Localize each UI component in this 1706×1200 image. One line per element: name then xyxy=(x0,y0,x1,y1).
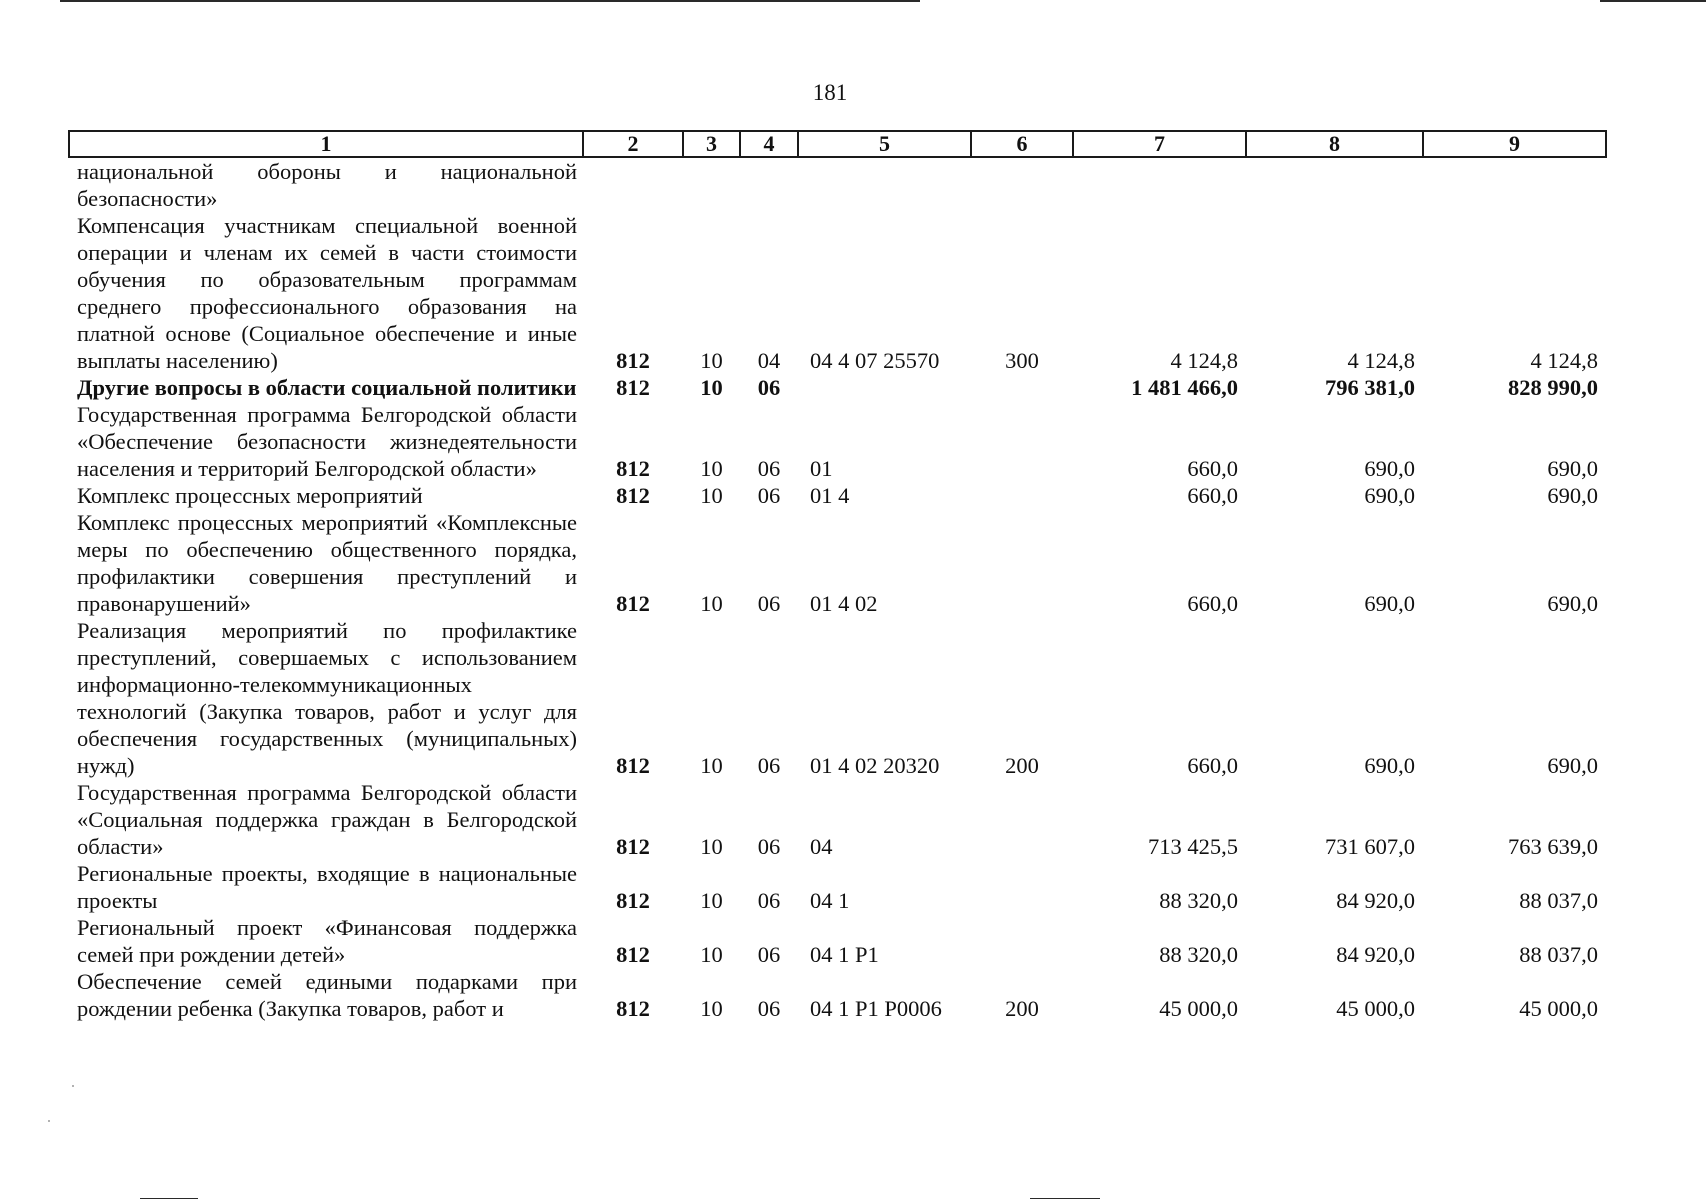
cell-col-2: 812 xyxy=(616,888,650,913)
cell-col-5 xyxy=(798,374,971,401)
cell-col-9 xyxy=(1423,157,1606,212)
cell-col-3 xyxy=(683,157,740,212)
cell-col-9: 88 037,0 xyxy=(1519,888,1598,913)
cell-col-3: 10 xyxy=(700,591,723,616)
page-number: 181 xyxy=(812,80,848,105)
cell-col-6: 200 xyxy=(1005,753,1039,778)
cell-col-8: 731 607,0 xyxy=(1325,834,1415,859)
header-col-3: 3 xyxy=(683,131,740,157)
row-description: Реализация мероприятий по профилактике преступлений, совершаемых с использованием информационно-телекоммуникационных технологий (Закупка товаров, работ и услуг для обеспечения государственных (муниципальных) нужд) xyxy=(77,618,577,778)
cell-col-8: 690,0 xyxy=(1364,456,1415,481)
cell-col-5: 01 xyxy=(810,456,833,481)
cell-col-4: 06 xyxy=(757,753,781,778)
cell-col-4: 06 xyxy=(757,483,781,508)
cell-col-4 xyxy=(740,157,798,212)
cell-col-6 xyxy=(971,401,1073,482)
row-description: Компенсация участникам специальной военной операции и членам их семей в части стоимости обучения по образовательным программам среднего профессионального образования на платной основе (Социальное обеспечение и иные выплаты населению) xyxy=(77,213,577,373)
cell-col-7: 660,0 xyxy=(1187,591,1238,616)
cell-col-5: 04 1 Р1 Р0006 xyxy=(810,996,942,1021)
cell-col-8: 45 000,0 xyxy=(1336,996,1415,1021)
cell-col-2: 812 xyxy=(616,348,650,373)
cell-col-3: 10 xyxy=(700,483,723,508)
cell-col-3: 10 xyxy=(700,888,723,913)
table-row xyxy=(69,374,1606,401)
cell-col-4: 06 xyxy=(757,375,781,400)
cell-col-3: 10 xyxy=(700,753,723,778)
cell-col-6 xyxy=(971,482,1073,509)
cell-col-8: 84 920,0 xyxy=(1336,942,1415,967)
cell-col-2: 812 xyxy=(616,456,650,481)
cell-col-7: 88 320,0 xyxy=(1159,888,1238,913)
row-description: Комплекс процессных мероприятий «Комплексные меры по обеспечению общественного порядка, профилактики совершения преступлений и правонарушений» xyxy=(77,510,577,616)
cell-col-3: 10 xyxy=(700,375,723,400)
cell-col-2: 812 xyxy=(616,834,650,859)
cell-col-9: 690,0 xyxy=(1547,591,1598,616)
cell-col-9: 88 037,0 xyxy=(1519,942,1598,967)
table-row xyxy=(69,509,1606,617)
cell-col-6 xyxy=(971,860,1073,914)
table-row xyxy=(69,401,1606,482)
cell-col-4: 06 xyxy=(757,456,781,481)
table-row xyxy=(69,914,1606,968)
table-body xyxy=(69,157,1606,1022)
cell-col-5: 04 1 Р1 xyxy=(810,942,879,967)
header-col-4: 4 xyxy=(740,131,798,157)
cell-col-9: 763 639,0 xyxy=(1508,834,1598,859)
cell-col-9: 828 990,0 xyxy=(1508,375,1598,400)
cell-col-5 xyxy=(798,157,971,212)
cell-col-2 xyxy=(583,157,683,212)
cell-col-7 xyxy=(1073,157,1246,212)
row-description: Региональные проекты, входящие в национальные проекты xyxy=(77,861,577,913)
table-row xyxy=(69,779,1606,860)
cell-col-3: 10 xyxy=(700,834,723,859)
header-col-9: 9 xyxy=(1423,131,1606,157)
header-col-1: 1 xyxy=(69,131,583,157)
header-col-7: 7 xyxy=(1073,131,1246,157)
cell-col-7: 660,0 xyxy=(1187,483,1238,508)
cell-col-9: 690,0 xyxy=(1547,456,1598,481)
cell-col-6 xyxy=(971,157,1073,212)
cell-col-9: 690,0 xyxy=(1547,753,1598,778)
table-row xyxy=(69,968,1606,1022)
cell-col-6: 300 xyxy=(1005,348,1039,373)
cell-col-5: 04 1 xyxy=(810,888,850,913)
cell-col-2: 812 xyxy=(616,483,650,508)
cell-col-4: 06 xyxy=(757,996,781,1021)
header-col-2: 2 xyxy=(583,131,683,157)
table-row xyxy=(69,157,1606,212)
cell-col-7: 45 000,0 xyxy=(1159,996,1238,1021)
row-description: Региональный проект «Финансовая поддержка семей при рождении детей» xyxy=(77,915,577,967)
cell-col-3: 10 xyxy=(700,456,723,481)
cell-col-4: 04 xyxy=(757,348,781,373)
table-row xyxy=(69,212,1606,374)
cell-col-9: 4 124,8 xyxy=(1530,348,1598,373)
cell-col-7: 660,0 xyxy=(1187,456,1238,481)
cell-col-6: 200 xyxy=(1005,996,1039,1021)
cell-col-2: 812 xyxy=(616,942,650,967)
cell-col-9: 45 000,0 xyxy=(1519,996,1598,1021)
table-header-row xyxy=(69,131,1606,157)
cell-col-3: 10 xyxy=(700,348,723,373)
cell-col-8: 690,0 xyxy=(1364,753,1415,778)
cell-col-5: 01 4 02 20320 xyxy=(810,753,940,778)
cell-col-6 xyxy=(971,509,1073,617)
scan-top-line-left xyxy=(60,0,920,2)
cell-col-5: 04 4 07 25570 xyxy=(810,348,940,373)
cell-col-6 xyxy=(971,779,1073,860)
cell-col-4: 06 xyxy=(757,942,781,967)
cell-col-8: 84 920,0 xyxy=(1336,888,1415,913)
cell-col-8 xyxy=(1246,157,1423,212)
row-description: национальной обороны и национальной безопасности» xyxy=(77,159,577,211)
cell-col-5: 01 4 xyxy=(810,483,850,508)
budget-table xyxy=(68,130,1607,1022)
header-col-5: 5 xyxy=(798,131,971,157)
cell-col-7: 1 481 466,0 xyxy=(1131,375,1238,400)
cell-col-7: 713 425,5 xyxy=(1148,834,1238,859)
header-col-6: 6 xyxy=(971,131,1073,157)
row-description: Государственная программа Белгородской области «Обеспечение безопасности жизнедеятельности населения и территорий Белгородской области» xyxy=(77,402,577,481)
cell-col-4: 06 xyxy=(757,834,781,859)
cell-col-5: 04 xyxy=(810,834,833,859)
scan-speck xyxy=(72,1085,74,1087)
table-row xyxy=(69,482,1606,509)
cell-col-7: 660,0 xyxy=(1187,753,1238,778)
cell-col-8: 690,0 xyxy=(1364,591,1415,616)
cell-col-8: 796 381,0 xyxy=(1325,375,1415,400)
cell-col-6 xyxy=(971,374,1073,401)
cell-col-6 xyxy=(971,914,1073,968)
cell-col-9: 690,0 xyxy=(1547,483,1598,508)
scan-top-line-right xyxy=(1600,0,1706,2)
scan-speck xyxy=(48,1120,50,1122)
cell-col-2: 812 xyxy=(616,996,650,1021)
scan-bottom-line-left xyxy=(140,1198,198,1199)
row-description: Другие вопросы в области социальной политики xyxy=(77,375,577,400)
row-description: Комплекс процессных мероприятий xyxy=(77,483,423,508)
cell-col-2: 812 xyxy=(616,753,650,778)
cell-col-7: 4 124,8 xyxy=(1170,348,1238,373)
table-row xyxy=(69,860,1606,914)
cell-col-3: 10 xyxy=(700,942,723,967)
cell-col-8: 690,0 xyxy=(1364,483,1415,508)
cell-col-2: 812 xyxy=(616,375,650,400)
cell-col-2: 812 xyxy=(616,591,650,616)
cell-col-8: 4 124,8 xyxy=(1347,348,1415,373)
cell-col-4: 06 xyxy=(757,888,781,913)
cell-col-3: 10 xyxy=(700,996,723,1021)
scan-bottom-line-mid xyxy=(1030,1198,1100,1199)
table-row xyxy=(69,617,1606,779)
row-description: Обеспечение семей едиными подарками при рождении ребенка (Закупка товаров, работ и xyxy=(77,969,577,1021)
header-col-8: 8 xyxy=(1246,131,1423,157)
cell-col-4: 06 xyxy=(757,591,781,616)
cell-col-5: 01 4 02 xyxy=(810,591,878,616)
row-description: Государственная программа Белгородской области «Социальная поддержка граждан в Белгородской области» xyxy=(77,780,577,859)
cell-col-7: 88 320,0 xyxy=(1159,942,1238,967)
